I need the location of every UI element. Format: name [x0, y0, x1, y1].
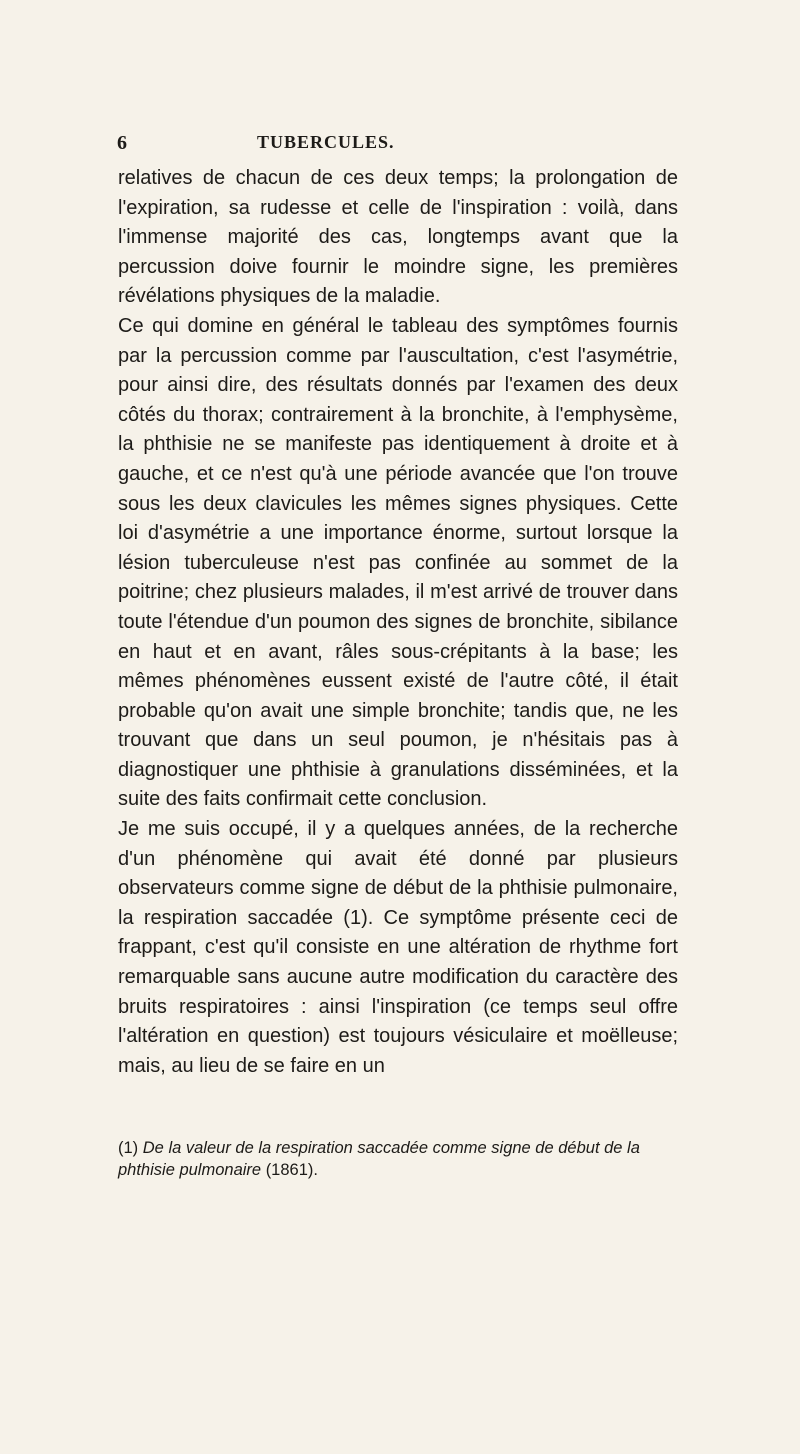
running-title: TUBERCULES.: [257, 132, 395, 152]
page-header: [117, 132, 677, 162]
footnote-marker: (1): [118, 1139, 139, 1157]
footnote: [118, 1137, 678, 1181]
page-number: 6: [117, 132, 127, 154]
paragraph-asymmetry: Ce qui domine en général le tableau des symptômes fournis par la percussion comme par l'auscultation, c'est l'asymétrie, pour ainsi dire, des résultats donnés par l'examen des deux côtés du thorax; contrairement à la bronchite, à l'emphysème, la phthisie ne se manifeste pas identiquement à droite et à gauche, et ce n'est qu'à une période avancée que l'on trouve sous les deux clavicules les mêmes signes physiques. Cette loi d'asymétrie a une importance énorme, surtout lorsque la lésion tuberculeuse n'est pas confinée au sommet de la poitrine; chez plusieurs malades, il m'est arrivé de trouver dans toute l'étendue d'un poumon des signes de bronchite, sibilance en haut et en avant, râles sous-crépitants à la base; les mêmes phénomènes eussent existé de l'autre côté, il était probable qu'on avait une simple bronchite; tandis que, ne les trouvant que dans un seul poumon, je n'hésitais pas à diagnostiquer une phthisie à granulations disséminées, et la suite des faits confirmait cette conclusion.: [118, 314, 678, 811]
body-text: [118, 164, 678, 1081]
paragraph-continuation: relatives de chacun de ces deux temps; la prolongation de l'expiration, sa rudesse et celle de l'inspiration : voilà, dans l'immense majorité des cas, longtemps avant que la percussion doive fournir le moindre signe, les premières révélations physiques de la maladie.: [118, 167, 678, 308]
paragraph-saccadic-respiration: Je me suis occupé, il y a quelques années, de la recherche d'un phénomène qui avait été donné par plusieurs observateurs comme signe de début de la phthisie pulmonaire, la respiration saccadée (1). Ce symptôme présente ceci de frappant, c'est qu'il consiste en une altération de rhythme fort remarquable sans aucune autre modification du caractère des bruits respiratoires : ainsi l'inspiration (ce temps seul offre l'altération en question) est toujours vésiculaire et moëlleuse; mais, au lieu de se faire en un: [118, 818, 678, 1077]
footnote-title: De la valeur de la respiration saccadée comme signe de début de la phthisie pulmonaire: [118, 1139, 640, 1179]
footnote-year: (1861).: [265, 1161, 318, 1179]
